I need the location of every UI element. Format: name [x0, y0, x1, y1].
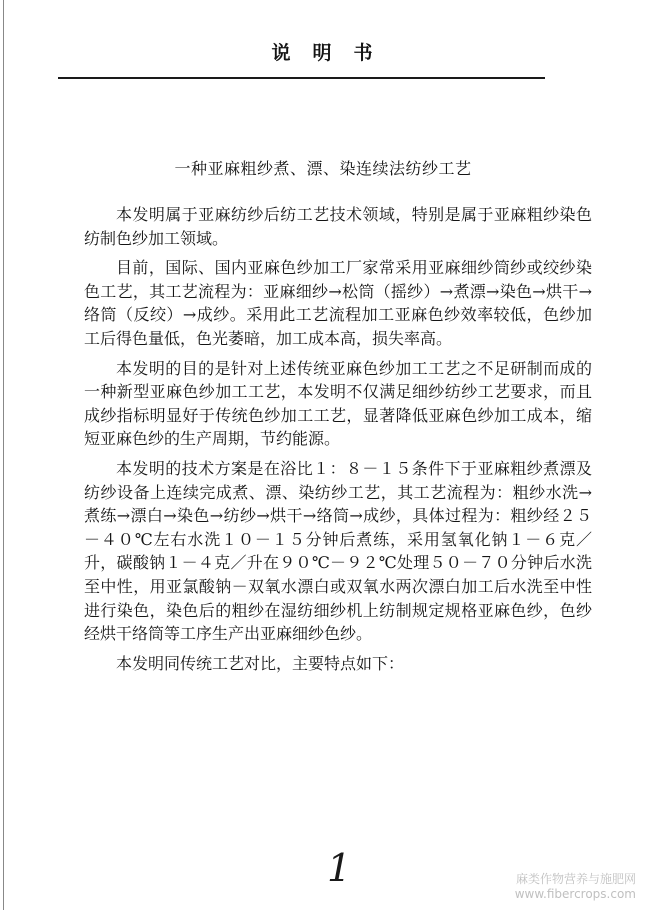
- page-number: 1: [327, 846, 352, 890]
- header-rule: [58, 77, 545, 79]
- watermark-url: www.fibercrops.com: [514, 887, 636, 901]
- paragraph-2: 目前，国际、国内亚麻色纱加工厂家常采用亚麻细纱筒纱或绞纱染色工艺，其工艺流程为：亚麻细纱→松筒（摇纱）→煮漂→染色→烘干→络筒（反绞）→成纱。采用此工艺流程加工亚麻色纱效率较低，色纱加工后得色量低，色光萎暗，加工成本高，损失率高。: [84, 258, 592, 348]
- paragraph-5: 本发明同传统工艺对比，主要特点如下：: [116, 653, 405, 673]
- header-title: 说明书: [271, 42, 395, 64]
- document-title: 一种亚麻粗纱煮、漂、染连续法纺纱工艺: [174, 159, 472, 178]
- document-body: [84, 203, 592, 681]
- paragraph-1: 本发明属于亚麻纺纱后纺工艺技术领域，特别是属于亚麻粗纱染色纺制色纱加工领域。: [84, 205, 592, 248]
- paragraph-3: 本发明的目的是针对上述传统亚麻色纱加工工艺之不足研制而成的一种新型亚麻色纱加工工艺，本发明不仅满足细纱纺纱工艺要求，而且成纱指标明显好于传统色纱加工工艺，显著降低亚麻色纱加工成本，缩短亚麻色纱的生产周期，节约能源。: [84, 358, 592, 449]
- page-edge-line: [3, 0, 4, 910]
- paragraph-4: 本发明的技术方案是在浴比１：８－１５条件下于亚麻粗纱煮漂及纺纱设备上连续完成煮、漂、染纺纱工艺，其工艺流程为：粗纱水洗→煮练→漂白→染色→纺纱→烘干→络筒→成纱，具体过程为：粗纱经２５－４０℃左右水洗１０－１５分钟后煮练，采用氢氧化钠１－６克／升，碳酸钠１－４克／升在９０℃－９２℃处理５０－７０分钟后水洗至中性，用亚氯酸钠－双氧水漂白或双氧水两次漂白加工后水洗至中性进行染色，染色后的粗纱在湿纺细纱机上纺制规定规格亚麻色纱，色纱经烘干络筒等工序生产出亚麻细纱色纱。: [84, 458, 592, 644]
- watermark-site-name: 麻类作物营养与施肥网: [515, 872, 636, 886]
- watermark: [515, 872, 636, 902]
